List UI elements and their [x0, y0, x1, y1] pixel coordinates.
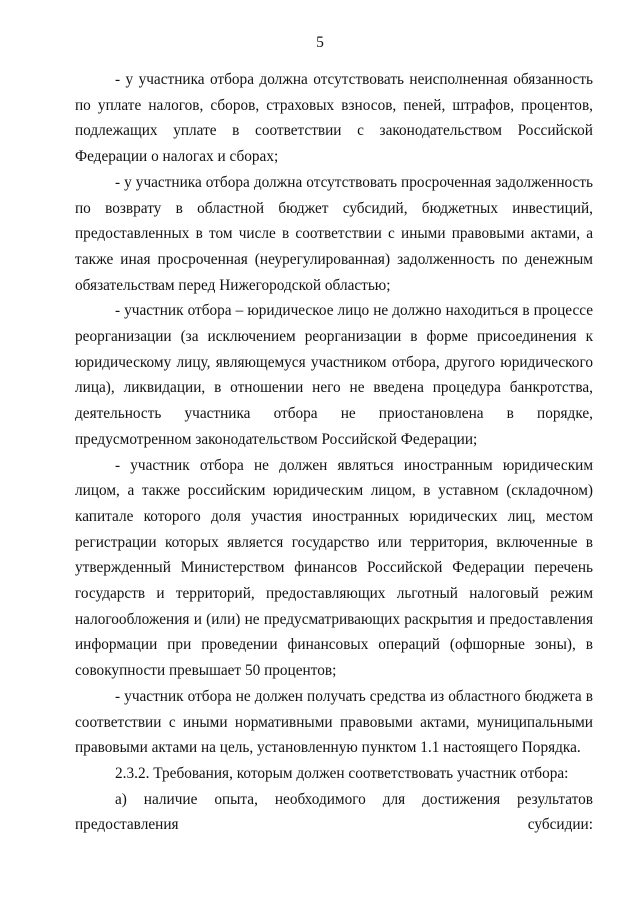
paragraph-foreign-entity: - участник отбора не должен являться иностранным юридическим лицом, а также российским юридическим лицом, в уставном (складочном) капитале которого доля участия иностранных юридических лиц, местом регистрации которых является государство или территория, включенные в утвержденный Министерством финансов Российской Федерации перечень государств и территорий, предоставляющих льготный налоговый режим налогообложения и (или) не предусматривающих раскрытия и предоставления информации при проведении финансовых операций (офшорные зоны), в совокупности превышает 50 процентов; [75, 456, 593, 680]
section-heading-requirements: 2.3.2. Требования, которым должен соответствовать участник отбора: [115, 764, 569, 782]
paragraph-reorganization: - участник отбора – юридическое лицо не должно находиться в процессе реорганизации (за исключением реорганизации в форме присоединения к юридическому лицу, являющемуся участником отбора, другого юридического лица), ликвидации, в отношении него не введена процедура банкротства, деятельность участника отбора не приостановлена в порядке, предусмотренном законодательством Российской Федерации; [75, 302, 593, 448]
paragraph-tax-obligations: - у участника отбора должна отсутствовать неисполненная обязанность по уплате налогов, сборов, страховых взносов, пеней, штрафов, процентов, подлежащих уплате в соответствии с законодательством Российской Федерации о налогах и сборах; [75, 71, 593, 166]
paragraph-regional-funds: - участник отбора не должен получать средства из областного бюджета в соответствии с иными нормативными правовыми актами, муниципальными правовыми актами на цель, установленную пунктом 1.1 настоящего Порядка. [75, 687, 593, 757]
paragraph-overdue-debt: - у участника отбора должна отсутствовать просроченная задолженность по возврату в областной бюджет субсидий, бюджетных инвестиций, предоставленных в том числе в соответствии с иными правовыми актами, а также иная просроченная (неурегулированная) задолженность по денежным обязательствам перед Нижегородской областью; [75, 173, 593, 294]
document-body [75, 67, 593, 838]
paragraph-experience: а) наличие опыта, необходимого для достижения результатов предоставления субсидии: [75, 790, 593, 834]
page-number: 5 [316, 34, 324, 51]
